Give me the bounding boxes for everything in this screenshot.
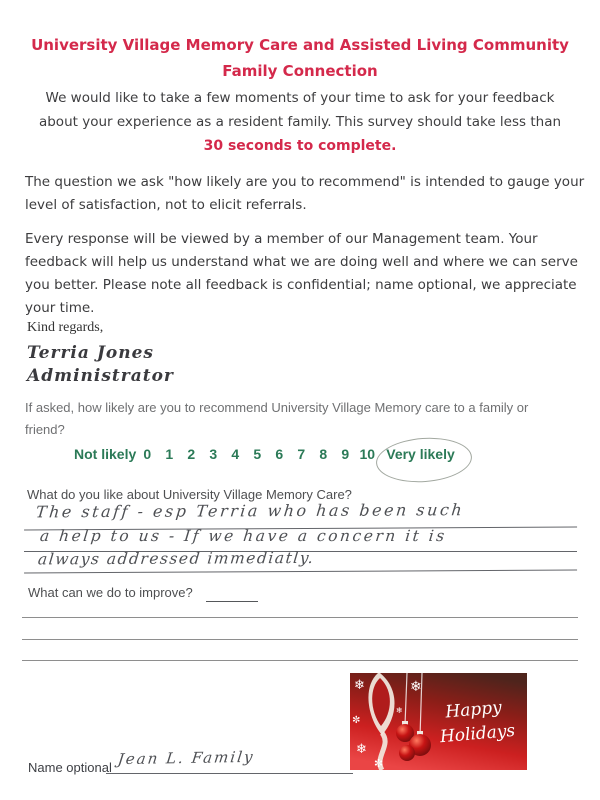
like-answer-line3[interactable] (24, 548, 577, 574)
recommend-question-line2: friend? (25, 422, 65, 437)
snowflake-icon: ❄ (396, 706, 403, 715)
rating-6[interactable]: 6 (275, 446, 284, 462)
snowflake-icon: ✼ (374, 757, 384, 770)
rating-1[interactable]: 1 (165, 446, 174, 462)
rating-0[interactable]: 0 (143, 446, 152, 462)
like-answer-line1[interactable] (24, 500, 577, 531)
card-greeting-line2: Holidays (439, 720, 516, 748)
selected-rating-circle (375, 435, 474, 486)
improve-line3[interactable] (22, 645, 578, 661)
improve-line2[interactable] (22, 624, 578, 640)
holiday-card-graphic (350, 673, 527, 770)
name-handwritten-value[interactable]: Jean L. Family (116, 747, 256, 769)
like-question: What do you like about University Village Memory Care? (27, 487, 352, 502)
improve-answer-blank[interactable] (206, 584, 258, 602)
page-title: University Village Memory Care and Assisted Living Community (31, 36, 569, 54)
intro-text-line1: We would like to take a few moments of your time to ask for your feedback (45, 90, 555, 106)
paragraph1-line2: level of satisfaction, not to elicit referrals. (25, 197, 307, 213)
closing-text: Kind regards, (27, 320, 104, 335)
page-subtitle: Family Connection (222, 62, 378, 80)
signature-title: Administrator (27, 366, 174, 386)
handwriting-line1: The staff - esp Terria who has been such (35, 500, 466, 522)
snowflake-icon: ❄ (410, 679, 422, 695)
paragraph2-line1: Every response will be viewed by a member of our Management team. Your (25, 231, 538, 247)
rating-2[interactable]: 2 (187, 446, 196, 462)
paragraph2-line4: your time. (25, 300, 95, 316)
snowflake-icon: ❄ (356, 742, 367, 757)
rating-10[interactable]: 10 (359, 446, 376, 462)
intro-highlight: 30 seconds to complete. (203, 138, 397, 154)
scale-high-label[interactable]: Very likely (386, 446, 455, 462)
rating-8[interactable]: 8 (319, 446, 328, 462)
handwriting-line3: always addressed immediatly. (37, 548, 316, 569)
paragraph2-line3: you better. Please note all feedback is confidential; name optional, we appreciate (25, 277, 577, 293)
paragraph1-line1: The question we ask "how likely are you to recommend" is intended to gauge your (25, 174, 585, 190)
paragraph2-line2: feedback will help us understand what we are doing well and where we can serve (25, 254, 578, 270)
snowflake-icon: ✼ (352, 715, 361, 726)
rating-7[interactable]: 7 (297, 446, 306, 462)
name-optional-label: Name optional (28, 760, 112, 775)
recommend-question-line1: If asked, how likely are you to recommend University Village Memory care to a family or (25, 400, 529, 415)
rating-9[interactable]: 9 (341, 446, 350, 462)
intro-text-line2: about your experience as a resident family. This survey should take less than (38, 114, 562, 130)
name-field-underline[interactable] (106, 757, 353, 774)
rating-5[interactable]: 5 (253, 446, 262, 462)
snowflake-icon: ❄ (354, 678, 365, 693)
rating-3[interactable]: 3 (209, 446, 218, 462)
signature-name: Terria Jones (27, 343, 154, 363)
happy-holidays-card (350, 673, 527, 770)
handwriting-line2: a help to us - If we have a concern it is (39, 527, 448, 545)
scale-low-label: Not likely (74, 446, 137, 462)
improve-question: What can we do to improve? (28, 585, 193, 600)
improve-line1[interactable] (22, 602, 578, 618)
rating-4[interactable]: 4 (231, 446, 240, 462)
card-greeting-line1: Happy (444, 697, 503, 723)
ornament-ball (399, 745, 415, 761)
